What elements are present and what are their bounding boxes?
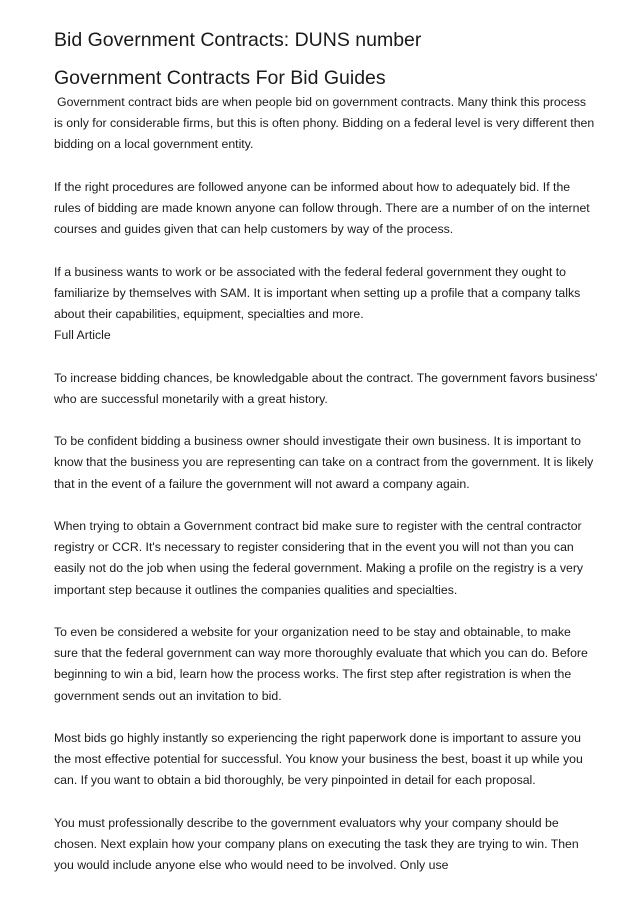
paragraph-9: You must professionally describe to the government evaluators why your company should be chosen. Next explain how your company plans on executing the task they are trying to win. Then you would include anyone else who would need to be involved. Only use: [54, 815, 579, 873]
paragraph-7: To even be considered a website for your organization need to be stay and obtainable, to make sure that the federal government can way more thoroughly evaluate that which you can do. Before beginning to win a bid, learn how the process works. The first step after registration is when the government sends out an invitation to bid.: [54, 624, 588, 703]
paragraph-1: [54, 92, 598, 156]
paragraph-1-text: Government contract bids are when people bid on government contracts. Many think this process is only for considerable firms, but this is often phony. Bidding on a federal level is very different then bidding on a local government entity.: [54, 95, 595, 152]
paragraph-2: If the right procedures are followed anyone can be informed about how to adequately bid. If the rules of bidding are made known anyone can follow through. There are a number of on the internet courses and guides given that can help customers by way of the process.: [54, 179, 590, 237]
full-article-line: [54, 325, 598, 346]
full-article-link[interactable]: Full Article: [54, 328, 111, 343]
paragraph-4: To increase bidding chances, be knowledgable about the contract. The government favors business' who are successful monetarily with a great history.: [54, 370, 598, 406]
document-title: Bid Government Contracts: DUNS number: [54, 29, 422, 51]
paragraph-6: When trying to obtain a Government contract bid make sure to register with the central contractor registry or CCR. It's necessary to register considering that in the event you will not than you can easily not do the job when using the federal government. Making a profile on the registry is a very important step because it outlines the companies qualities and specialties.: [54, 518, 584, 597]
paragraph-3: If a business wants to work or be associated with the federal federal government they ought to familiarize by themselves with SAM. It is important when setting up a profile that a company talks about their capabilities, equipment, specialties and more.: [54, 264, 581, 321]
paragraph-8: Most bids go highly instantly so experiencing the right paperwork done is important to assure you the most effective potential for successful. You know your business the best, boast it up while you can. If you want to obtain a bid thoroughly, be very pinpointed in detail for each proposal.: [54, 730, 583, 788]
paragraph-5: To be confident bidding a business owner should investigate their own business. It is important to know that the business you are representing can take on a contract from the government. It is likely that in the event of a failure the government will not award a company again.: [54, 434, 594, 491]
section-heading: Government Contracts For Bid Guides: [54, 67, 386, 89]
